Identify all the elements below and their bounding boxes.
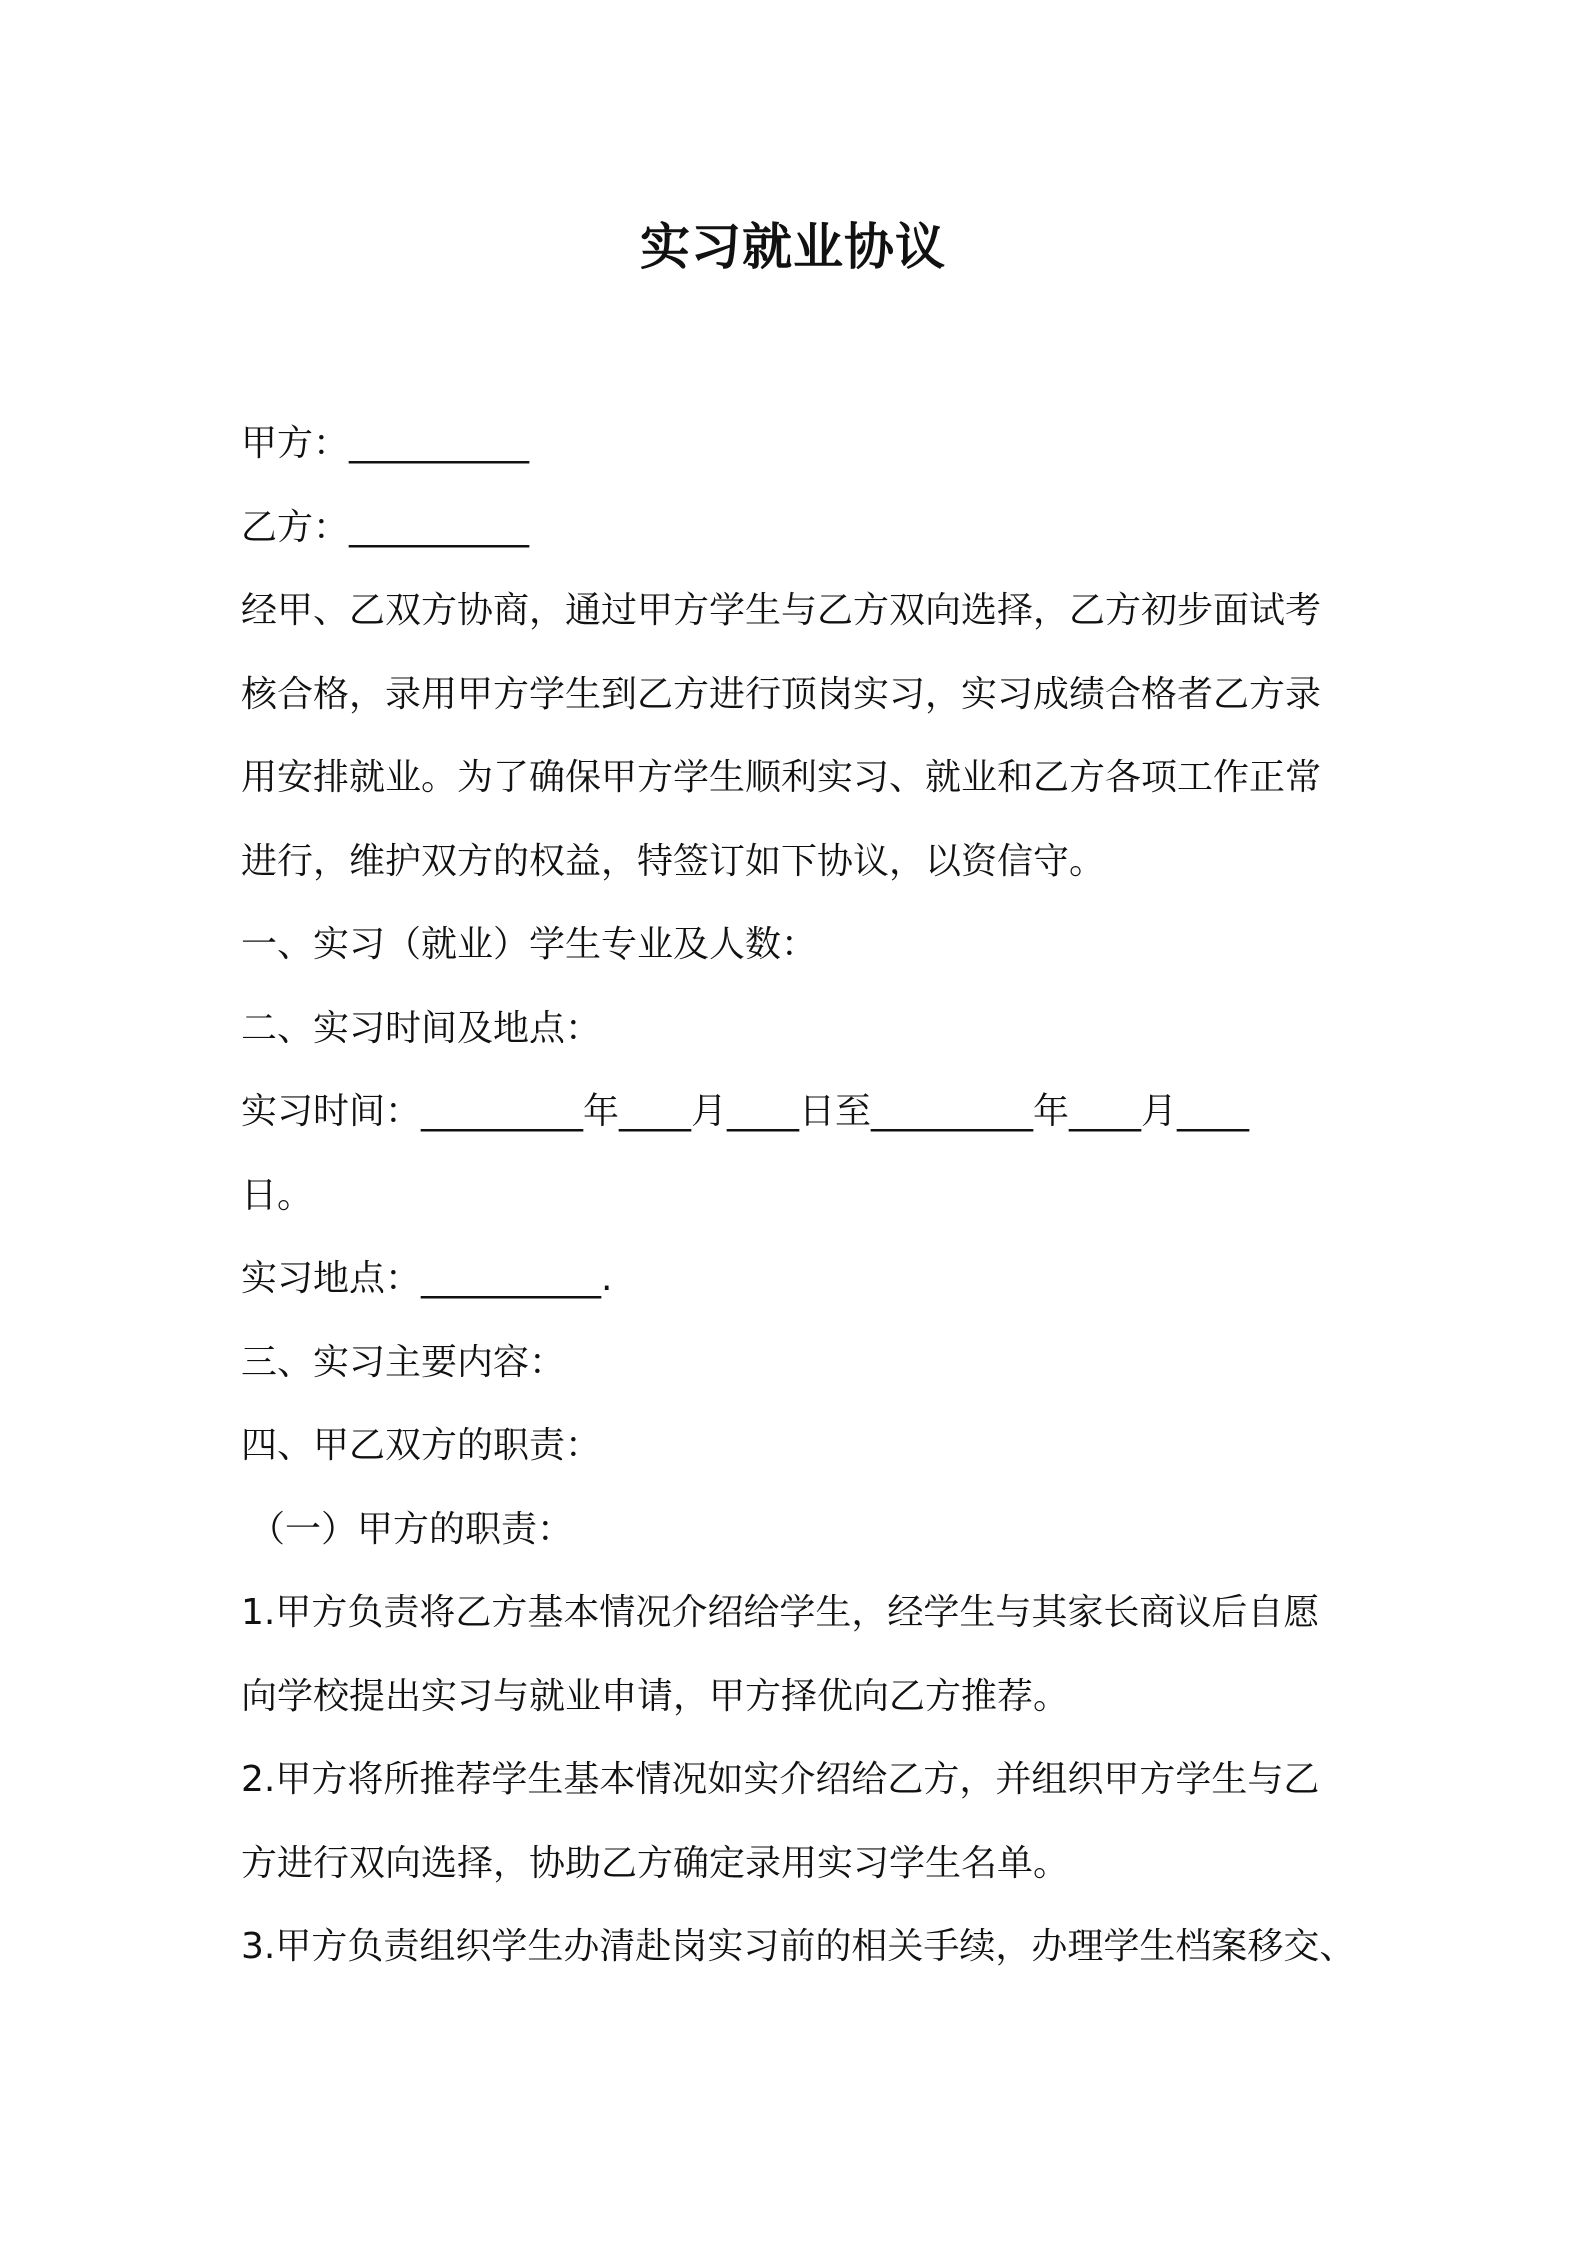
document-title: 实习就业协议	[640, 218, 946, 276]
paragraph-line: 进行，维护双方的权益，特签订如下协议，以资信守。	[241, 840, 1106, 882]
internship-time-line-end: 日。	[241, 1174, 314, 1216]
party-b-line: 乙方：__________	[241, 506, 530, 548]
section-heading-1: 一、实习（就业）学生专业及人数：	[241, 924, 818, 965]
section-heading-4: 四、甲乙双方的职责：	[241, 1425, 602, 1466]
section-heading-2: 二、实习时间及地点：	[241, 1007, 602, 1049]
internship-time-line: 实习时间：_________年____月____日至_________年____月____	[241, 1091, 1250, 1132]
paragraph-line: 经甲、乙双方协商，通过甲方学生与乙方双向选择，乙方初步面试考	[241, 590, 1322, 631]
clause-line: 向学校提出实习与就业申请，甲方择优向乙方推荐。	[241, 1675, 1070, 1717]
section-heading-3: 三、实习主要内容：	[241, 1341, 566, 1383]
subsection-heading: （一）甲方的职责：	[249, 1508, 574, 1550]
paragraph-line: 用安排就业。为了确保甲方学生顺利实习、就业和乙方各项工作正常	[241, 757, 1322, 798]
party-a-line: 甲方：__________	[241, 423, 530, 464]
document-body	[241, 402, 1371, 1989]
clause-line: 方进行双向选择，协助乙方确定录用实习学生名单。	[241, 1842, 1070, 1884]
clause-line: 2.甲方将所推荐学生基本情况如实介绍给乙方，并组织甲方学生与乙	[241, 1759, 1320, 1800]
clause-line: 1.甲方负责将乙方基本情况介绍给学生，经学生与其家长商议后自愿	[241, 1592, 1320, 1633]
internship-place-line: 实习地点：__________.	[241, 1258, 613, 1299]
paragraph-line: 核合格，录用甲方学生到乙方进行顶岗实习，实习成绩合格者乙方录	[241, 673, 1322, 715]
clause-line: 3.甲方负责组织学生办清赴岗实习前的相关手续，办理学生档案移交、	[241, 1926, 1356, 1967]
